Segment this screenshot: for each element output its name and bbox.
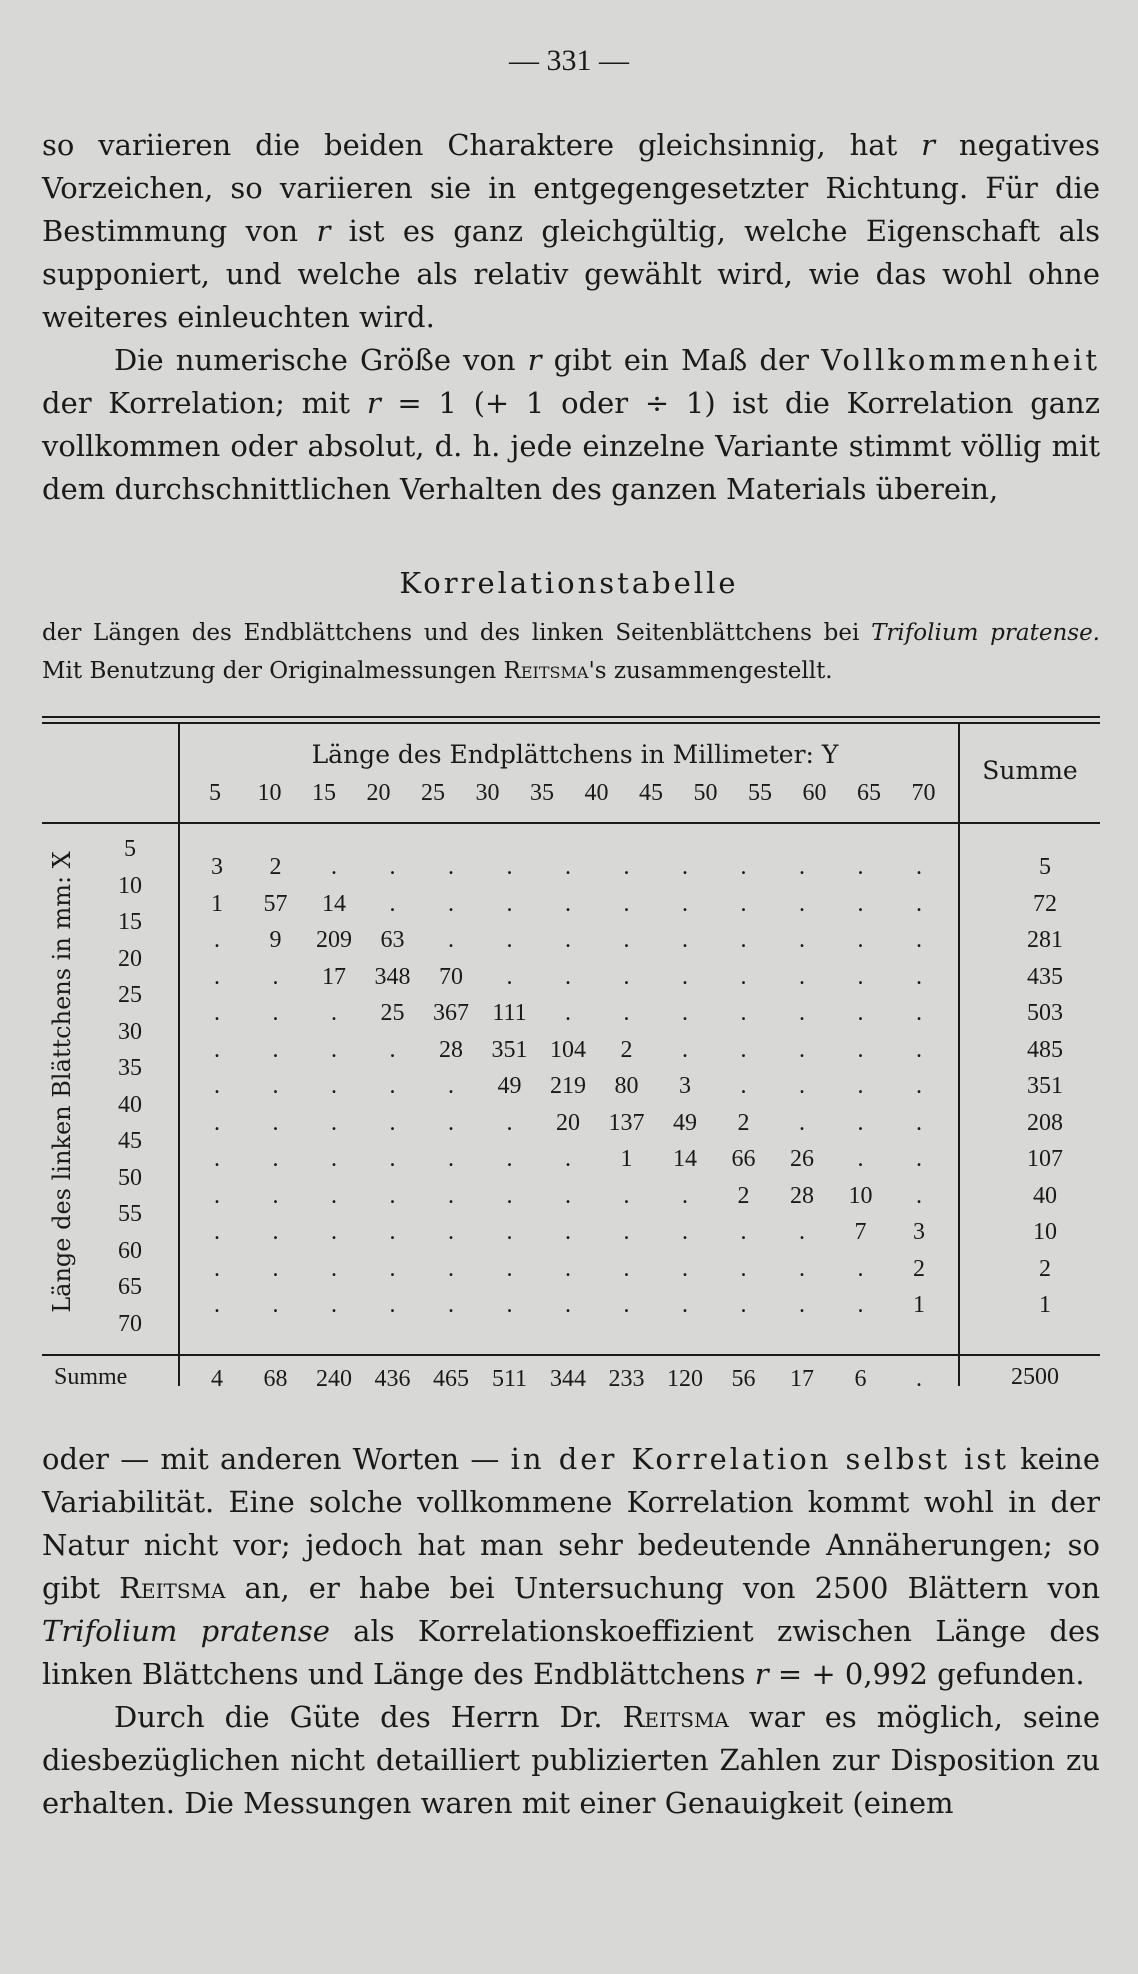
column-sum: 511 [491, 1366, 528, 1392]
table-cell: . [740, 1073, 747, 1099]
column-label: 40 [584, 780, 609, 806]
table-cell: . [331, 1109, 337, 1136]
column-sum: 68 [263, 1366, 288, 1392]
table-cell: . [214, 1073, 220, 1099]
table-cell: 28 [439, 1036, 463, 1063]
author-name: Reitsma [503, 658, 589, 684]
var-r: r [366, 386, 381, 420]
paragraph-conclusion [42, 1438, 1100, 1825]
table-cell: 2 [913, 1255, 925, 1282]
table-cell: . [799, 1292, 805, 1318]
table-cell: 63 [380, 927, 405, 953]
table-cell: . [448, 890, 454, 917]
table-cell: 80 [614, 1073, 639, 1099]
table-cell: . [389, 1255, 396, 1282]
paragraph-line-1 [42, 124, 1100, 339]
table-cell: 28 [790, 1182, 814, 1209]
table-cell: . [214, 927, 220, 953]
var-r: r [316, 214, 331, 248]
table-cell: . [916, 1073, 922, 1099]
table-cell: 57 [263, 890, 288, 917]
table-cell: . [331, 854, 337, 880]
table-cell: . [448, 1073, 454, 1099]
table-cell: . [799, 890, 805, 917]
table-cell: . [682, 1036, 688, 1063]
spaced-emphasis: in der Korrelation selbst ist [510, 1442, 1009, 1476]
table-cell: . [857, 890, 864, 917]
table-cell: . [916, 1146, 922, 1172]
table-cell: 70 [439, 963, 463, 990]
table-cell: 14 [673, 1146, 697, 1172]
column-header: Länge des Endplättchens in Millimeter: Y [311, 740, 839, 769]
column-sum: 6 [854, 1366, 867, 1392]
row-label: 35 [118, 1055, 142, 1081]
table-cell: . [623, 890, 630, 917]
sum-label: Summe [54, 1364, 128, 1390]
table-cell: . [857, 1000, 864, 1026]
table-cell: 1 [913, 1292, 925, 1318]
column-sum: 436 [374, 1366, 411, 1392]
table-cell: . [214, 1292, 220, 1318]
row-sum: 503 [1027, 1000, 1063, 1026]
table-cell: 66 [731, 1146, 756, 1172]
column-label: 30 [475, 780, 500, 806]
table-cell: . [389, 1146, 396, 1172]
table-cell: . [331, 1036, 337, 1063]
table-cell: 14 [322, 890, 346, 917]
column-label: 55 [748, 780, 772, 806]
table-cell: 2 [737, 1182, 750, 1209]
row-label: 10 [118, 872, 142, 899]
table-cell: . [916, 927, 922, 953]
table-cell: . [506, 927, 513, 953]
column-label: 35 [530, 780, 554, 806]
row-label: 70 [118, 1310, 142, 1337]
table-cell: . [565, 1146, 571, 1172]
text-span: gibt ein Maß der [541, 343, 822, 377]
table-cell: . [565, 1219, 571, 1245]
text-span: = 1 (+ 1 oder ÷ 1) ist die Korrelation ganz vollkommen oder absolut, d. h. jede einzelne Variante stimmt völlig mit dem durchschnittlichen Verhalten des ganzen Materials überein, [42, 386, 1100, 506]
table-cell: . [857, 927, 864, 953]
table-cell: 1 [620, 1146, 633, 1172]
column-label: 60 [802, 780, 827, 806]
table-cell: . [389, 854, 396, 880]
header-rule [42, 822, 1100, 824]
table-cell: 3 [211, 854, 223, 880]
table-cell: . [272, 1255, 279, 1282]
table-cell: . [857, 1073, 864, 1099]
table-cell: . [506, 1109, 513, 1136]
text-span: Mit Benutzung der Originalmessungen [42, 658, 504, 684]
table-cell: . [389, 1182, 396, 1209]
table-top-rule-2 [42, 722, 1100, 724]
table-cell: 20 [556, 1109, 580, 1136]
table-cell: . [623, 1292, 630, 1318]
table-cell: . [331, 1073, 337, 1099]
column-label: 25 [421, 780, 445, 806]
table-cell: . [857, 1146, 864, 1172]
author-name: Reitsma [622, 1700, 729, 1734]
species-name: Trifolium pratense. [871, 620, 1100, 646]
text-span: der Längen des Endblättchens und des linken Seitenblättchens bei [42, 620, 872, 646]
table-cell: . [857, 1255, 864, 1282]
table-cell: . [565, 1000, 571, 1026]
table-cell: 10 [848, 1182, 873, 1209]
table-cell: . [682, 1292, 688, 1318]
author-name: Reitsma [119, 1571, 226, 1605]
text-span: negatives Vorzeichen, so variieren sie in entgegengesetzter Richtung. Für die Bestimmung von [42, 128, 1100, 248]
table-cell: . [799, 963, 805, 990]
table-cell: . [740, 1036, 747, 1063]
table-cell: . [799, 1000, 805, 1026]
table-cell: . [272, 1036, 279, 1063]
table-cell: . [448, 1109, 454, 1136]
table-cell: 3 [679, 1073, 691, 1099]
right-vrule [958, 724, 960, 1386]
text-span: Die numerische Größe von [114, 343, 528, 377]
text-span: ist es ganz gleichgültig, welche Eigenschaft als supponiert, und welche als relativ gewählt wird, wie das wohl ohne weiteres einleuchten wird. [42, 214, 1100, 334]
table-cell: . [799, 1255, 805, 1282]
column-label: 70 [911, 780, 936, 806]
column-label: 5 [209, 780, 221, 806]
table-cell: . [682, 1182, 688, 1209]
table-cell: . [448, 927, 454, 953]
row-label: 40 [118, 1091, 142, 1118]
table-cell: . [272, 1146, 279, 1172]
table-cell: 2 [269, 854, 282, 880]
row-sum: 435 [1027, 963, 1063, 990]
table-cell: . [916, 1000, 922, 1026]
row-label: 45 [118, 1128, 142, 1154]
table-cell: . [857, 1036, 864, 1063]
text-span: 's zusammengestellt. [588, 658, 833, 684]
table-cell: . [623, 1255, 630, 1282]
table-cell: . [623, 1182, 630, 1209]
text-span: als Korrelationskoeffizient zwischen Länge des linken Blättchens und Länge des Endblättchens [42, 1614, 1101, 1691]
table-cell: . [389, 1036, 396, 1063]
table-cell: . [916, 1109, 922, 1136]
table-cell: . [331, 1182, 337, 1209]
table-cell: . [682, 1000, 688, 1026]
table-cell: . [389, 1073, 396, 1099]
sum-rule [42, 1354, 1100, 1356]
table-cell: . [799, 854, 805, 880]
table-cell: . [331, 1146, 337, 1172]
table-cell: . [448, 854, 454, 880]
table-cell: . [272, 1109, 279, 1136]
table-cell: . [272, 1182, 279, 1209]
paragraph-line-4 [42, 1696, 1100, 1825]
left-vrule [178, 724, 180, 1386]
table-cell: . [740, 927, 747, 953]
var-r: r [527, 343, 542, 377]
table-cell: . [389, 1292, 396, 1318]
row-label: 60 [118, 1237, 142, 1264]
var-r: r [921, 128, 936, 162]
text-span: keine Variabilität. Eine solche vollkommene Korrelation kommt wohl in der Natur nicht vor; jedoch hat man sehr bedeutende Annäherungen; so gibt [42, 1442, 1100, 1605]
table-cell: 49 [673, 1109, 697, 1136]
table-cell: 219 [550, 1073, 586, 1099]
row-label: 50 [118, 1164, 142, 1191]
table-cell: 348 [374, 963, 411, 990]
table-cell: 25 [380, 1000, 405, 1026]
table-cell: . [799, 927, 805, 953]
table-cell: . [565, 854, 571, 880]
row-sum: 485 [1027, 1036, 1063, 1063]
table-cell: . [506, 854, 513, 880]
table-cell: . [272, 1073, 279, 1099]
column-sum: 120 [667, 1366, 703, 1392]
table-cell: 137 [608, 1109, 645, 1136]
text-span: = + 0,992 gefunden. [768, 1657, 1085, 1691]
text-span: so variieren die beiden Charaktere gleichsinnig, hat [42, 128, 922, 162]
var-r: r [754, 1657, 769, 1691]
column-label: 10 [257, 780, 282, 806]
table-cell: 7 [854, 1219, 867, 1245]
table-cell: 209 [316, 927, 352, 953]
row-header: Länge des linken Blättchens in mm: X [48, 851, 76, 1313]
row-label: 20 [118, 945, 142, 972]
column-label: 50 [693, 780, 718, 806]
table-cell: . [682, 963, 688, 990]
table-cell: . [682, 1255, 688, 1282]
table-cell: . [506, 963, 513, 990]
table-cell: . [331, 1219, 337, 1245]
row-sum: 72 [1033, 890, 1057, 917]
page-number: — 331 — [509, 44, 629, 77]
table-cell: . [214, 963, 220, 990]
column-sum: 465 [433, 1366, 469, 1392]
table-cell: 17 [322, 963, 346, 990]
column-sum: 17 [790, 1366, 814, 1392]
table-cell: . [799, 1036, 805, 1063]
spaced-emphasis: Vollkommenheit [821, 343, 1100, 377]
table-cell: . [623, 1000, 630, 1026]
row-label: 5 [124, 836, 136, 862]
table-top-rule [42, 716, 1100, 718]
table-cell: 351 [491, 1036, 528, 1063]
table-cell: . [740, 1292, 747, 1318]
table-cell: . [857, 963, 864, 990]
row-sum: 5 [1039, 854, 1051, 880]
table-cell: . [682, 854, 688, 880]
table-cell: . [389, 1109, 396, 1136]
table-cell: . [740, 890, 747, 917]
column-sum: 344 [550, 1366, 586, 1392]
table-cell: . [740, 1219, 747, 1245]
column-sum: 240 [316, 1366, 352, 1392]
row-label: 55 [118, 1201, 142, 1227]
table-cell: . [623, 1219, 630, 1245]
table-cell: . [916, 890, 922, 917]
table-cell: 26 [790, 1146, 814, 1172]
table-cell: . [214, 1146, 220, 1172]
text-span: an, er habe bei Untersuchung von 2500 Blättern von [225, 1571, 1100, 1605]
table-cell: 1 [211, 890, 223, 917]
table-cell: . [682, 1219, 688, 1245]
table-cell: . [448, 1292, 454, 1318]
table-cell: . [682, 890, 688, 917]
table-cell: . [214, 1036, 220, 1063]
table-cell: . [448, 1219, 454, 1245]
column-sum: 233 [608, 1366, 645, 1392]
table-cell: . [799, 1109, 805, 1136]
table-cell: 9 [269, 927, 282, 953]
species-name: Trifolium pratense [42, 1614, 330, 1648]
column-sum: 4 [211, 1366, 223, 1392]
row-sum: 107 [1027, 1146, 1063, 1172]
table-cell: . [565, 1182, 571, 1209]
text-span: oder — mit anderen Worten — [42, 1442, 511, 1476]
table-cell: . [565, 890, 571, 917]
table-cell: . [682, 927, 688, 953]
table-cell: . [331, 1292, 337, 1318]
table-cell: . [857, 854, 864, 880]
table-cell: 111 [492, 1000, 527, 1026]
column-label: 20 [366, 780, 391, 806]
table-cell: . [214, 1109, 220, 1136]
table-cell: . [623, 927, 630, 953]
table-cell: . [448, 1255, 454, 1282]
table-cell: . [389, 890, 396, 917]
table-cell: . [857, 1292, 864, 1318]
table-cell: . [214, 1255, 220, 1282]
table-cell: . [506, 1255, 513, 1282]
table-cell: . [506, 1146, 513, 1172]
text-span: der Korrelation; mit [42, 386, 367, 420]
table-cell: . [565, 963, 571, 990]
row-label: 30 [118, 1018, 142, 1045]
row-sum: 208 [1027, 1109, 1063, 1136]
table-cell: . [506, 1219, 513, 1245]
table-cell: . [506, 1182, 513, 1209]
table-cell: . [331, 1255, 337, 1282]
table-cell: . [740, 963, 747, 990]
table-cell: . [389, 1219, 396, 1245]
row-sum: 351 [1027, 1073, 1063, 1099]
paragraph-line-2 [42, 339, 1100, 511]
row-label: 25 [118, 982, 142, 1008]
table-cell: . [214, 1219, 220, 1245]
row-sum: 1 [1039, 1292, 1051, 1318]
table-cell: . [506, 890, 513, 917]
row-sum: 281 [1027, 927, 1063, 953]
table-cell: . [272, 963, 279, 990]
table-cell: . [740, 1255, 747, 1282]
table-cell: . [623, 963, 630, 990]
table-cell: 3 [913, 1219, 925, 1245]
column-label: 65 [857, 780, 881, 806]
table-cell: . [740, 854, 747, 880]
row-label: 15 [118, 909, 142, 935]
table-cell: . [214, 1182, 220, 1209]
sum-header: Summe [982, 756, 1078, 785]
table-cell: . [799, 1219, 805, 1245]
table-caption [42, 614, 1100, 690]
table-cell: . [272, 1219, 279, 1245]
table-title: Korrelationstabelle [399, 566, 739, 600]
paragraph-intro [42, 124, 1100, 511]
table-cell: . [916, 963, 922, 990]
table-cell: . [448, 1146, 454, 1172]
table-cell: . [623, 854, 630, 880]
paragraph-line-3 [42, 1438, 1100, 1696]
table-cell: . [214, 1000, 220, 1026]
table-cell: . [565, 1255, 571, 1282]
grand-total: 2500 [1011, 1364, 1059, 1390]
table-cell: 367 [433, 1000, 469, 1026]
table-cell: . [565, 927, 571, 953]
table-cell: . [272, 1000, 279, 1026]
text-span: war es möglich, seine diesbezüglichen nicht detailliert publizierten Zahlen zur Disposition zu erhalten. Die Messungen waren mit einer Genauigkeit (einem [42, 1700, 1101, 1820]
column-sum: 56 [731, 1366, 756, 1392]
table-cell: . [565, 1292, 571, 1318]
table-cell: . [916, 854, 922, 880]
table-cell: . [448, 1182, 454, 1209]
table-cell: . [740, 1000, 747, 1026]
table-cell: . [916, 1182, 922, 1209]
text-span: Durch die Güte des Herrn Dr. [114, 1700, 623, 1734]
table-cell: 104 [550, 1036, 586, 1063]
row-sum: 40 [1033, 1182, 1057, 1209]
table-cell: 2 [737, 1109, 750, 1136]
table-cell: . [331, 1000, 337, 1026]
table-cell: . [799, 1073, 805, 1099]
row-label: 65 [118, 1274, 142, 1300]
table-cell: . [916, 1036, 922, 1063]
column-sum: . [916, 1366, 922, 1392]
table-cell: 49 [497, 1073, 522, 1099]
table-cell: . [506, 1292, 513, 1318]
row-sum: 10 [1033, 1219, 1057, 1245]
table-cell: . [857, 1109, 864, 1136]
column-label: 15 [312, 780, 336, 806]
table-cell: 2 [620, 1036, 633, 1063]
column-label: 45 [639, 780, 663, 806]
table-cell: . [272, 1292, 279, 1318]
row-sum: 2 [1039, 1255, 1051, 1282]
